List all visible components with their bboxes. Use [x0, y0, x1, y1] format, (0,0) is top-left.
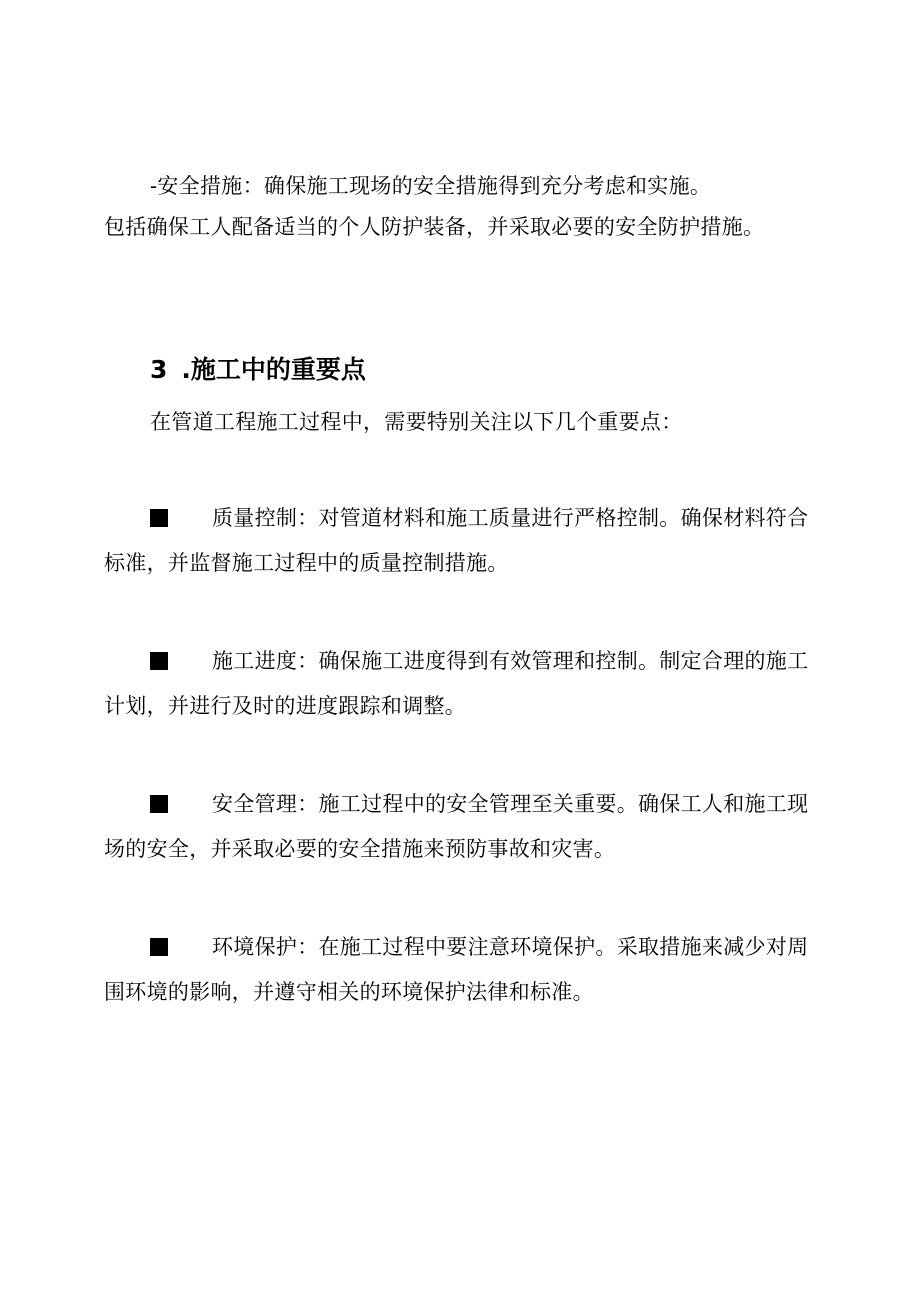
list-item-schedule: [104, 639, 824, 729]
section-number: 3: [150, 355, 168, 384]
section-title: .施工中的重要点: [181, 355, 366, 384]
safety-measures-line2: 包括确保工人配备适当的个人防护装备，并采取必要的安全防护措施。: [104, 215, 765, 239]
square-bullet-icon: [150, 509, 168, 527]
square-bullet-icon: [150, 938, 168, 956]
square-bullet-icon: [150, 652, 168, 670]
safety-measures-paragraph: [104, 170, 824, 244]
list-item-quality-control: [104, 496, 824, 586]
safety-measures-line1: -安全措施：确保施工现场的安全措施得到充分考虑和实施。: [150, 174, 712, 198]
list-item-text: 环境保护：在施工过程中要注意环境保护。采取措施来减少对周围环境的影响，并遵守相关的环境保护法律和标准。: [104, 935, 809, 1004]
list-item-safety-management: [104, 782, 824, 872]
list-item-text: 质量控制：对管道材料和施工质量进行严格控制。确保材料符合标准，并监督施工过程中的质量控制措施。: [104, 506, 809, 575]
section-heading: [150, 350, 366, 390]
list-item-text: 施工进度：确保施工进度得到有效管理和控制。制定合理的施工计划，并进行及时的进度跟踪和调整。: [104, 649, 809, 718]
intro-paragraph: 在管道工程施工过程中，需要特别关注以下几个重要点：: [150, 410, 683, 434]
list-item-environment: [104, 925, 824, 1015]
square-bullet-icon: [150, 795, 168, 813]
list-item-text: 安全管理：施工过程中的安全管理至关重要。确保工人和施工现场的安全，并采取必要的安全措施来预防事故和灾害。: [104, 792, 809, 861]
